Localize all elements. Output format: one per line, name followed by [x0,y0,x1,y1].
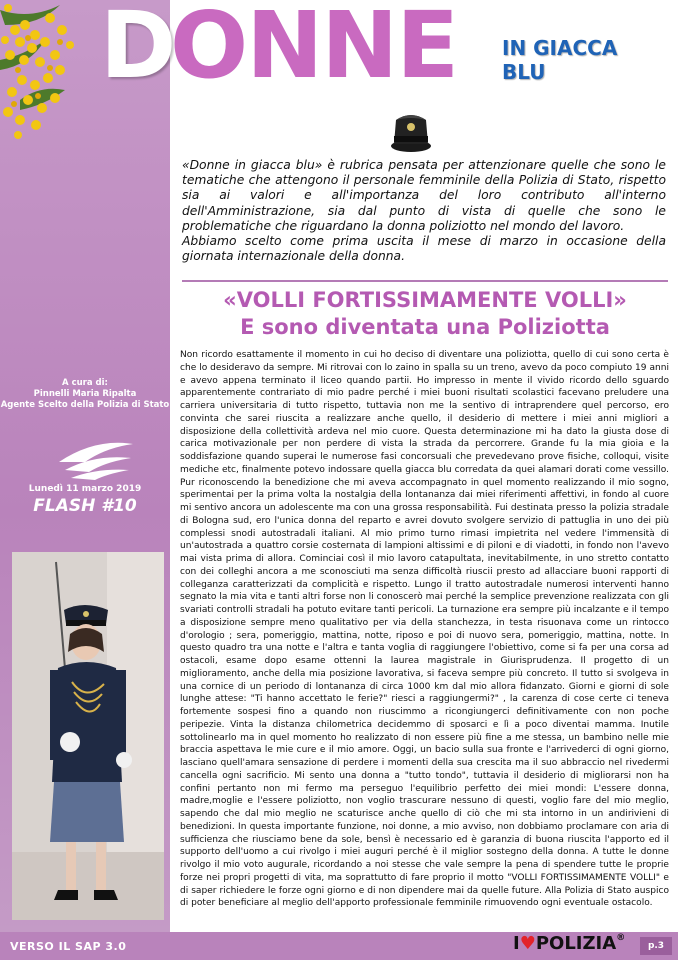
article-title: «VOLLI FORTISSIMAMENTE VOLLI» [223,288,627,312]
author-role: Agente Scelto della Polizia di Stato [0,400,170,410]
article-body: Non ricordo esattamente il momento in cui ho deciso di diventare una poliziotta, quello di cui sono certa è che lo desideravo da sempre. Mi ritrovai con lo zaino in spalla su un treno, avevo da poco compiuto 19 anni e avevo appena terminato il liceo quando partii. Ho impresso in mente il vivido ricordo dello sguardo apparentemente contrariato di mio padre perché i miei buoni risultati scolastici facevano preludere una carriera universitaria di tutto rispetto, tuttavia non me la sentivo di intraprendere quel percorso, ero convinta che sarei riuscita a realizzare anche quello, il desiderio di mettere i miei anni migliori a disposizione della collettività ardeva nel mio cuore. Questa determinazione mi ha dato la giusta dose di carica motivazionale per non perdere di vista la strada da percorrere. Grande fu la mia gioia e la soddisfazione quando superai le numerose fasi concorsuali che prevedevano prove fisiche, colloqui, visite mediche etc, finalmente potevo indossare quella giacca blu corredata da quei alamari dorati come vessillo. Pur riconoscendo la benedizione che mi aveva accompagnato in quel momento realizzando il mio sogno, sperimentai per la prima volta la nostalgia della lontananza dai miei riferimenti affettivi, in fondo al cuore mi sentivo ancora un adolescente ma con una grossa responsabilità. Fui destinata presso la polizia stradale di Bologna sud, ero l'unica donna del reparto e avrei dovuto svolgere servizio di pattuglia in uno dei più complessi snodi autostradali italiani. Al mio primo turno rimasi impietrita nel vedere l'immensità di un'autostrada a quattro corsie costernata di lampioni altissimi e di piloni e di viadotti, in fondo non l'avevo mai vista prima di allora. Cominciai così il mio lavoro catapultata, inevitabilmente, in uno stretto contatto con dei colleghi ancora a me sconosciuti ma senza difficoltà riuscii presto ad allacciare buoni rapporti di colleganza caratterizzati da complicità e rispetto. Lungo il tratto autostradale numerosi interventi hanno segnato la mia vita e tanti altri forse non li conoscerò mai perché la semplice prevenzione realizzata con gli svariati controlli stradali ha potuto evitare tanti pericoli. La turnazione era sempre più incalzante e il tempo a disposizione sempre meno qualitativo per via della stanchezza, in testa risuonava come un rintocco d'orologio ; sera, pomeriggio, mattina, notte, riposo e poi di nuovo sera, pomeriggio, mattina, notte. In questo quadro tra una notte e l'altra e tanta voglia di raggiungere l'obiettivo, come si fa per una corsa ad ostacoli, esame dopo esame ottenni la laurea magistrale in Giurisprudenza. Il progetto di un miglioramento, anche della mia posizione lavorativa, si faceva sempre più concreto. Il tutto si svolgeva in una cornice di un periodo di lontananza di circa 1000 km dal mio allora fidanzato. Giorni e giorni di sole lunghe attese: "Ti hanno accettato le ferie?" riesci a raggiungermi?" , la carenza di cose certe ci teneva fortemente sospesi fino a quando non riuscimmo a ricongiungerci definitivamente con non poche peripezie. Vinta la distanza chilometrica decidemmo di sposarci e lì a poco diventai mamma. Inutile sottolinearlo ma in quel momento ho realizzato di non essere più fine a me stessa, un bambino nelle mie braccia aspettava le mie cure e il mio amore. Oggi, un bacio sulla sua fronte e l'arrivederci di ogni giorno, lasciano quell'amara sensazione di perdere i momenti della sua crescita ma il suo abbraccio nel rivedermi cancella ogni sacrificio. Mi sento una donna a "tutto tondo", tuttavia il desiderio di migliorarsi non ha confini pertanto non mi fermo ma perseguo l'equilibrio perfetto dei miei mondi: L'essere donna, madre,moglie e l'essere poliziotto, non voglio trascurare nessuno di questi, voglio fare del mio meglio, sapendo che dal mio meglio ne scaturisce anche quello di ciò che mi sta intorno in un andirivieni di benedizioni. In questa importante funzione, noi donne, a mio avviso, non dobbiamo proclamare con aria di sufficienza che riusciamo bene da sole, bensì è necessario ed è garanzia di buona riuscita l'apporto ed il supporto dell'uomo a cui rivolgo i miei auguri perché è il miglior sostegno della donna. A tutte le donne rivolgo il mio voto augurale, ricordando a noi stesse che vale sempre la pena di spendere tutte le proprie forze nei propri progetti di vita, ma soprattutto di fare proprio il motto "VOLLI FORTISSIMAMENTE VOLLI" e di saper richiedere le forze ogni giorno e di non dipendere mai da quelle future. Alla Polizia di Stato auspico di poter beneficiare al meglio dell'apporto professionale femminile rimuovendo ogni eventuale ostacolo. [180,350,669,909]
intro-paragraph: «Donne in giacca blu» è rubrica pensata per attenzionare quelle che sono le tematiche che attengono il personale femminile della Polizia di Stato, rispetto sia ai valori e all'importanza del loro contributo all'interno dell'Amministrazione, sia dal punto di vista di quelle che sono le problematiche che riguardano la donna poliziotto nel mondo del lavoro. [182,158,666,233]
page-number: p.3 [640,937,672,955]
subtitle-line1: IN GIACCA [502,36,618,60]
heart-icon: ♥ [519,933,536,954]
footer-label: VERSO IL SAP 3.0 [10,940,127,953]
author-credit [0,378,170,411]
footer-brand [513,933,625,954]
brand-prefix: I [513,933,520,954]
page-subtitle [502,36,662,84]
intro-paragraph: Abbiamo scelto come prima uscita il mese di marzo in occasione della giornata internazionale della donna. [182,234,666,264]
sap-logo [55,432,135,484]
subtitle-line2: BLU [502,60,546,84]
registered-mark: ® [616,933,626,943]
mimosa-flowers [0,0,95,150]
brand-name: POLIZIA [535,933,617,954]
issue-date: Lunedì 11 marzo 2019 [28,484,142,494]
intro-text [182,158,666,264]
policewoman-photo [12,552,164,920]
page-title: ONNE [170,0,458,99]
divider [182,280,668,282]
article-subtitle: E sono diventata una Poliziotta [240,315,610,339]
author-name: Pinnelli Maria Ripalta [33,389,137,399]
credit-label: A cura di: [62,378,108,388]
police-cap-icon [388,106,434,154]
title-initial: D [100,0,175,99]
issue-number: FLASH #10 [33,496,137,516]
